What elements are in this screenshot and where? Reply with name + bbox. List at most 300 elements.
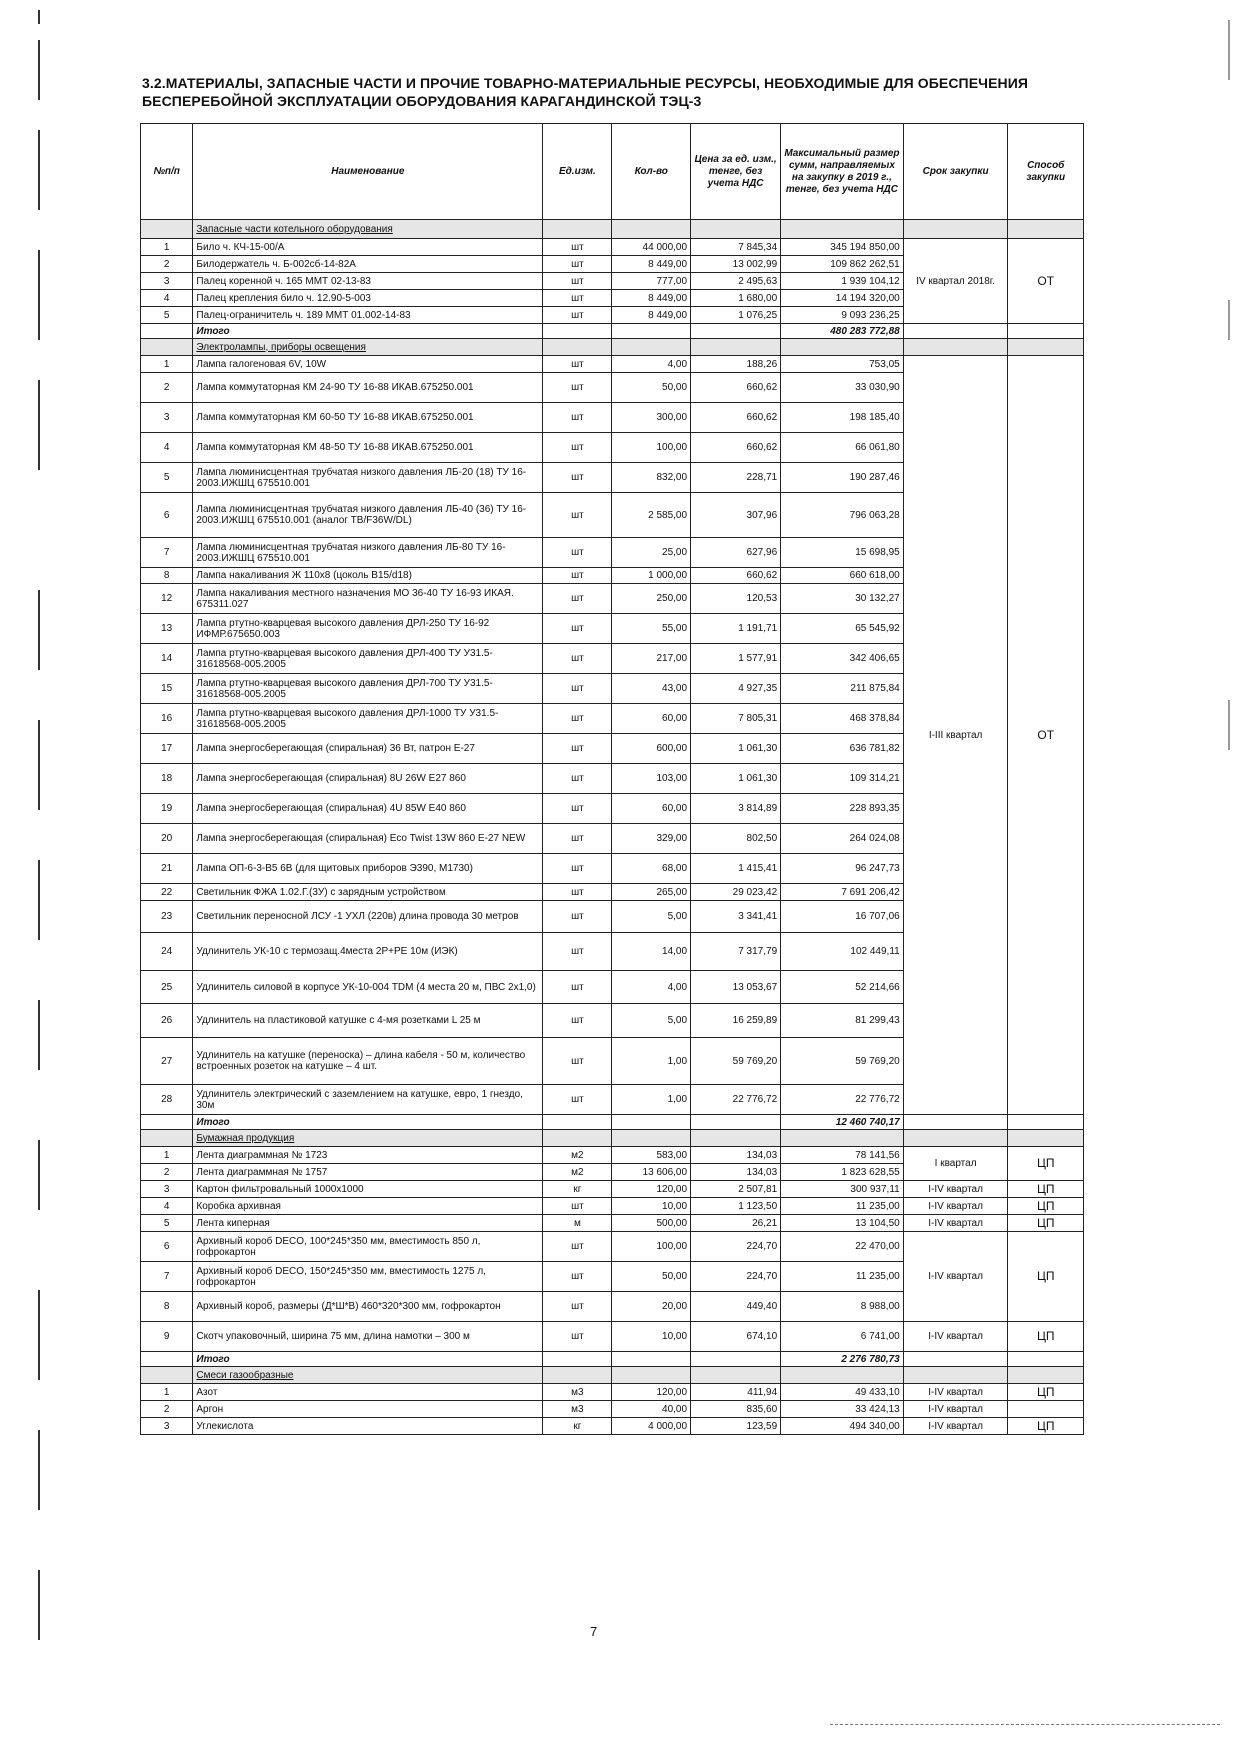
- cell-num: 15: [141, 674, 193, 704]
- cell-unit: шт: [543, 971, 612, 1004]
- cell-period: I-IV квартал: [903, 1215, 1008, 1232]
- cell-name: Аргон: [193, 1401, 543, 1418]
- cell-unit: шт: [543, 568, 612, 584]
- cell-name: Удлинитель на пластиковой катушке с 4-мя розетками L 25 м: [193, 1004, 543, 1038]
- cell-unit: шт: [543, 1292, 612, 1322]
- cell-name: Удлинитель электрический с заземлением на катушке, евро, 1 гнездо, 30м: [193, 1085, 543, 1115]
- cell-name: Лампа коммутаторная КМ 60-50 ТУ 16-88 ИКАВ.675250.001: [193, 403, 543, 433]
- scan-edge-mark: [1228, 700, 1230, 750]
- cell-qty: 4 000,00: [612, 1418, 691, 1435]
- cell-name: Коробка архивная: [193, 1198, 543, 1215]
- cell-unit: шт: [543, 933, 612, 971]
- cell-name: Лампа ртутно-кварцевая высокого давления ДРЛ-1000 ТУ У31.5-31618568-005.2005: [193, 704, 543, 734]
- cell-unit: шт: [543, 1322, 612, 1352]
- binder-mark: [38, 1140, 40, 1210]
- cell-num: 3: [141, 403, 193, 433]
- total-value: 12 460 740,17: [781, 1115, 904, 1130]
- cell-method: ЦП: [1008, 1384, 1084, 1401]
- total-value: 2 276 780,73: [781, 1352, 904, 1367]
- cell-unit: шт: [543, 1038, 612, 1085]
- cell-price: 627,96: [691, 538, 781, 568]
- cell-price: 13 002,99: [691, 256, 781, 273]
- section-header-row: [141, 339, 1084, 356]
- cell-name: Палец крепления било ч. 12.90-5-003: [193, 290, 543, 307]
- cell-price: 123,59: [691, 1418, 781, 1435]
- section-title: Смеси газообразные: [193, 1367, 543, 1384]
- cell-max: 753,05: [781, 356, 904, 373]
- cell-name: Лампа ртутно-кварцевая высокого давления ДРЛ-400 ТУ У31.5-31618568-005.2005: [193, 644, 543, 674]
- cell-qty: 583,00: [612, 1147, 691, 1164]
- cell-max: 211 875,84: [781, 674, 904, 704]
- cell-qty: 4,00: [612, 971, 691, 1004]
- cell-num: 2: [141, 373, 193, 403]
- cell-qty: 100,00: [612, 433, 691, 463]
- total-row: [141, 1115, 1084, 1130]
- section-title: Электролампы, приборы освещения: [193, 339, 543, 356]
- cell-name: Лампа энергосберегающая (спиральная) Eco Twist 13W 860 E-27 NEW: [193, 824, 543, 854]
- cell-max: 33 030,90: [781, 373, 904, 403]
- cell-price: 1 415,41: [691, 854, 781, 884]
- cell-max: 30 132,27: [781, 584, 904, 614]
- binder-mark: [38, 720, 40, 810]
- cell-unit: шт: [543, 614, 612, 644]
- cell-price: 660,62: [691, 403, 781, 433]
- cell-max: 102 449,11: [781, 933, 904, 971]
- cell-num: 4: [141, 1198, 193, 1215]
- cell-qty: 120,00: [612, 1181, 691, 1198]
- cell-num: 9: [141, 1322, 193, 1352]
- cell-max: 33 424,13: [781, 1401, 904, 1418]
- cell-num: 1: [141, 356, 193, 373]
- cell-name: Лампа ртутно-кварцевая высокого давления ДРЛ-700 ТУ У31.5-31618568-005.2005: [193, 674, 543, 704]
- table-row: [141, 1198, 1084, 1215]
- cell-method: ЦП: [1008, 1418, 1084, 1435]
- cell-price: 660,62: [691, 568, 781, 584]
- cell-num: 3: [141, 273, 193, 290]
- cell-price: 1 123,50: [691, 1198, 781, 1215]
- cell-unit: м2: [543, 1147, 612, 1164]
- cell-unit: шт: [543, 1232, 612, 1262]
- cell-price: 1 061,30: [691, 764, 781, 794]
- cell-name: Лампа коммутаторная КМ 24-90 ТУ 16-88 ИКАВ.675250.001: [193, 373, 543, 403]
- page-number: 7: [590, 1624, 598, 1639]
- cell-name: Лампа энергосберегающая (спиральная) 8U 26W E27 860: [193, 764, 543, 794]
- cell-unit: шт: [543, 584, 612, 614]
- cell-period: I квартал: [903, 1147, 1008, 1181]
- cell-unit: кг: [543, 1181, 612, 1198]
- cell-price: 13 053,67: [691, 971, 781, 1004]
- cell-qty: 50,00: [612, 1262, 691, 1292]
- cell-num: 2: [141, 1164, 193, 1181]
- table-row: [141, 1147, 1084, 1164]
- cell-price: 7 805,31: [691, 704, 781, 734]
- cell-max: 15 698,95: [781, 538, 904, 568]
- total-label: Итого: [193, 1352, 543, 1367]
- cell-num: 7: [141, 538, 193, 568]
- binder-mark: [38, 380, 40, 470]
- cell-name: Лампа накаливания местного назначения МО 36-40 ТУ 16-93 ИКАЯ. 675311.027: [193, 584, 543, 614]
- cell-qty: 1 000,00: [612, 568, 691, 584]
- cell-num: 21: [141, 854, 193, 884]
- binder-mark: [38, 590, 40, 670]
- cell-qty: 25,00: [612, 538, 691, 568]
- cell-price: 4 927,35: [691, 674, 781, 704]
- cell-name: Лампа люминисцентная трубчатая низкого давления ЛБ-40 (36) ТУ 16-2003.ИЖШЦ 675510.001 (аналог TB/F36W/DL): [193, 493, 543, 538]
- cell-name: Удлинитель УК-10 с термозащ.4места 2Р+РЕ 10м (ИЭК): [193, 933, 543, 971]
- cell-name: Картон фильтровальный 1000х1000: [193, 1181, 543, 1198]
- cell-price: 1 680,00: [691, 290, 781, 307]
- cell-period: I-IV квартал: [903, 1384, 1008, 1401]
- cell-num: 25: [141, 971, 193, 1004]
- cell-price: 2 507,81: [691, 1181, 781, 1198]
- footer-divider: [830, 1724, 1220, 1725]
- cell-num: 1: [141, 1384, 193, 1401]
- binder-mark: [38, 40, 40, 100]
- cell-price: 835,60: [691, 1401, 781, 1418]
- cell-method: ЦП: [1008, 1322, 1084, 1352]
- cell-price: 2 495,63: [691, 273, 781, 290]
- cell-name: Лампа коммутаторная КМ 48-50 ТУ 16-88 ИКАВ.675250.001: [193, 433, 543, 463]
- binder-mark: [38, 10, 40, 24]
- cell-price: 660,62: [691, 373, 781, 403]
- cell-unit: шт: [543, 239, 612, 256]
- cell-max: 109 862 262,51: [781, 256, 904, 273]
- cell-max: 264 024,08: [781, 824, 904, 854]
- cell-price: 307,96: [691, 493, 781, 538]
- cell-name: Лампа люминисцентная трубчатая низкого давления ЛБ-80 ТУ 16-2003.ИЖШЦ 675510.001: [193, 538, 543, 568]
- cell-num: 20: [141, 824, 193, 854]
- cell-unit: шт: [543, 433, 612, 463]
- cell-name: Светильник переносной ЛСУ -1 УХЛ (220в) длина провода 30 метров: [193, 901, 543, 933]
- cell-method: ЦП: [1008, 1181, 1084, 1198]
- cell-qty: 250,00: [612, 584, 691, 614]
- header-unit: Ед.изм.: [543, 124, 612, 220]
- cell-method: [1008, 1401, 1084, 1418]
- cell-price: 449,40: [691, 1292, 781, 1322]
- cell-max: 22 776,72: [781, 1085, 904, 1115]
- section-header-row: [141, 1130, 1084, 1147]
- header-method: Способ закупки: [1008, 124, 1084, 220]
- cell-qty: 1,00: [612, 1038, 691, 1085]
- cell-qty: 10,00: [612, 1198, 691, 1215]
- cell-max: 65 545,92: [781, 614, 904, 644]
- cell-unit: шт: [543, 273, 612, 290]
- cell-max: 14 194 320,00: [781, 290, 904, 307]
- cell-num: 6: [141, 1232, 193, 1262]
- cell-price: 59 769,20: [691, 1038, 781, 1085]
- cell-unit: шт: [543, 824, 612, 854]
- total-row: [141, 324, 1084, 339]
- cell-num: 6: [141, 493, 193, 538]
- cell-unit: шт: [543, 1262, 612, 1292]
- cell-qty: 8 449,00: [612, 256, 691, 273]
- cell-name: Лента диаграммная № 1757: [193, 1164, 543, 1181]
- cell-period: I-IV квартал: [903, 1198, 1008, 1215]
- cell-qty: 60,00: [612, 704, 691, 734]
- section-title: Запасные части котельного оборудования: [193, 220, 543, 239]
- cell-period: I-III квартал: [903, 356, 1008, 1115]
- cell-price: 7 317,79: [691, 933, 781, 971]
- cell-num: 18: [141, 764, 193, 794]
- cell-price: 29 023,42: [691, 884, 781, 901]
- cell-unit: шт: [543, 538, 612, 568]
- cell-max: 636 781,82: [781, 734, 904, 764]
- cell-method: ОТ: [1008, 239, 1084, 324]
- cell-max: 66 061,80: [781, 433, 904, 463]
- cell-qty: 5,00: [612, 1004, 691, 1038]
- cell-price: 1 191,71: [691, 614, 781, 644]
- section-header-row: [141, 220, 1084, 239]
- cell-max: 8 988,00: [781, 1292, 904, 1322]
- total-label: Итого: [193, 324, 543, 339]
- cell-price: 660,62: [691, 433, 781, 463]
- cell-qty: 1,00: [612, 1085, 691, 1115]
- cell-price: 188,26: [691, 356, 781, 373]
- header-name: Наименование: [193, 124, 543, 220]
- cell-name: Било ч. КЧ-15-00/А: [193, 239, 543, 256]
- cell-unit: шт: [543, 1085, 612, 1115]
- cell-method: ЦП: [1008, 1232, 1084, 1322]
- cell-qty: 5,00: [612, 901, 691, 933]
- cell-num: 26: [141, 1004, 193, 1038]
- cell-name: Скотч упаковочный, ширина 75 мм, длина намотки – 300 м: [193, 1322, 543, 1352]
- cell-period: I-IV квартал: [903, 1232, 1008, 1322]
- cell-price: 1 076,25: [691, 307, 781, 324]
- cell-name: Лампа энергосберегающая (спиральная) 36 Вт, патрон Е-27: [193, 734, 543, 764]
- cell-name: Лента диаграммная № 1723: [193, 1147, 543, 1164]
- cell-num: 12: [141, 584, 193, 614]
- cell-max: 300 937,11: [781, 1181, 904, 1198]
- cell-unit: м: [543, 1215, 612, 1232]
- cell-num: 8: [141, 568, 193, 584]
- cell-unit: шт: [543, 854, 612, 884]
- cell-price: 1 577,91: [691, 644, 781, 674]
- cell-price: 134,03: [691, 1147, 781, 1164]
- cell-name: Палец-ограничитель ч. 189 ММТ 01.002-14-83: [193, 307, 543, 324]
- cell-qty: 40,00: [612, 1401, 691, 1418]
- cell-unit: шт: [543, 307, 612, 324]
- cell-name: Светильник ФЖА 1.02.Г.(3У) с зарядным устройством: [193, 884, 543, 901]
- table-row: [141, 1215, 1084, 1232]
- cell-qty: 60,00: [612, 794, 691, 824]
- cell-qty: 2 585,00: [612, 493, 691, 538]
- cell-name: Углекислота: [193, 1418, 543, 1435]
- cell-period: I-IV квартал: [903, 1322, 1008, 1352]
- cell-qty: 329,00: [612, 824, 691, 854]
- cell-price: 3 341,41: [691, 901, 781, 933]
- header-num: №п/п: [141, 124, 193, 220]
- cell-num: 16: [141, 704, 193, 734]
- cell-name: Лампа ОП-6-3-В5 6В (для щитовых приборов Э390, М1730): [193, 854, 543, 884]
- cell-price: 16 259,89: [691, 1004, 781, 1038]
- cell-max: 16 707,06: [781, 901, 904, 933]
- cell-num: 2: [141, 256, 193, 273]
- cell-price: 26,21: [691, 1215, 781, 1232]
- binder-mark: [38, 860, 40, 940]
- cell-num: 17: [141, 734, 193, 764]
- table-row: [141, 1384, 1084, 1401]
- cell-num: 4: [141, 433, 193, 463]
- table-header-row: [141, 124, 1084, 220]
- cell-max: 1 939 104,12: [781, 273, 904, 290]
- cell-price: 228,71: [691, 463, 781, 493]
- cell-max: 6 741,00: [781, 1322, 904, 1352]
- cell-name: Архивный короб, размеры (Д*Ш*В) 460*320*300 мм, гофрокартон: [193, 1292, 543, 1322]
- cell-qty: 777,00: [612, 273, 691, 290]
- cell-max: 468 378,84: [781, 704, 904, 734]
- cell-unit: шт: [543, 1198, 612, 1215]
- cell-max: 345 194 850,00: [781, 239, 904, 256]
- cell-max: 342 406,65: [781, 644, 904, 674]
- cell-price: 674,10: [691, 1322, 781, 1352]
- cell-num: 23: [141, 901, 193, 933]
- section-title: Бумажная продукция: [193, 1130, 543, 1147]
- cell-unit: шт: [543, 493, 612, 538]
- cell-name: Архивный короб DECO, 100*245*350 мм, вместимость 850 л, гофрокартон: [193, 1232, 543, 1262]
- cell-max: 109 314,21: [781, 764, 904, 794]
- cell-qty: 44 000,00: [612, 239, 691, 256]
- cell-name: Палец коренной ч. 165 ММТ 02-13-83: [193, 273, 543, 290]
- cell-max: 13 104,50: [781, 1215, 904, 1232]
- materials-table: [140, 123, 1084, 1435]
- cell-method: ЦП: [1008, 1198, 1084, 1215]
- cell-num: 28: [141, 1085, 193, 1115]
- cell-name: Удлинитель силовой в корпусе УК-10-004 TDM (4 места 20 м, ПВС 2х1,0): [193, 971, 543, 1004]
- cell-num: 19: [141, 794, 193, 824]
- cell-num: 5: [141, 1215, 193, 1232]
- cell-unit: шт: [543, 373, 612, 403]
- table-row: [141, 1322, 1084, 1352]
- cell-max: 96 247,73: [781, 854, 904, 884]
- header-period: Срок закупки: [903, 124, 1008, 220]
- cell-period: I-IV квартал: [903, 1401, 1008, 1418]
- table-row: [141, 1401, 1084, 1418]
- cell-qty: 68,00: [612, 854, 691, 884]
- cell-qty: 8 449,00: [612, 290, 691, 307]
- cell-unit: шт: [543, 1004, 612, 1038]
- cell-name: Архивный короб DECO, 150*245*350 мм, вместимость 1275 л, гофрокартон: [193, 1262, 543, 1292]
- cell-qty: 832,00: [612, 463, 691, 493]
- table-row: [141, 1232, 1084, 1262]
- cell-max: 81 299,43: [781, 1004, 904, 1038]
- cell-num: 3: [141, 1418, 193, 1435]
- cell-name: Лампа люминисцентная трубчатая низкого давления ЛБ-20 (18) ТУ 16-2003.ИЖШЦ 675510.001: [193, 463, 543, 493]
- cell-qty: 10,00: [612, 1322, 691, 1352]
- table-row: [141, 1181, 1084, 1198]
- binder-mark: [38, 1290, 40, 1380]
- cell-qty: 300,00: [612, 403, 691, 433]
- cell-qty: 14,00: [612, 933, 691, 971]
- cell-price: 411,94: [691, 1384, 781, 1401]
- cell-num: 5: [141, 307, 193, 324]
- cell-qty: 20,00: [612, 1292, 691, 1322]
- cell-num: 3: [141, 1181, 193, 1198]
- table-row: [141, 356, 1084, 373]
- cell-price: 134,03: [691, 1164, 781, 1181]
- cell-name: Лампа галогеновая 6V, 10W: [193, 356, 543, 373]
- cell-num: 8: [141, 1292, 193, 1322]
- cell-max: 1 823 628,55: [781, 1164, 904, 1181]
- section-header-row: [141, 1367, 1084, 1384]
- cell-qty: 103,00: [612, 764, 691, 794]
- cell-unit: шт: [543, 356, 612, 373]
- cell-price: 802,50: [691, 824, 781, 854]
- total-value: 480 283 772,88: [781, 324, 904, 339]
- header-qty: Кол-во: [612, 124, 691, 220]
- cell-method: ЦП: [1008, 1215, 1084, 1232]
- cell-num: 27: [141, 1038, 193, 1085]
- cell-name: Лампа накаливания Ж 110х8 (цоколь В15/d18): [193, 568, 543, 584]
- cell-price: 1 061,30: [691, 734, 781, 764]
- cell-unit: м3: [543, 1384, 612, 1401]
- cell-max: 11 235,00: [781, 1198, 904, 1215]
- cell-price: 224,70: [691, 1262, 781, 1292]
- cell-num: 24: [141, 933, 193, 971]
- cell-unit: шт: [543, 290, 612, 307]
- cell-qty: 4,00: [612, 356, 691, 373]
- cell-qty: 100,00: [612, 1232, 691, 1262]
- cell-name: Азот: [193, 1384, 543, 1401]
- cell-name: Лента киперная: [193, 1215, 543, 1232]
- table-row: [141, 1418, 1084, 1435]
- cell-name: Билодержатель ч. Б-002сб-14-82А: [193, 256, 543, 273]
- cell-name: Удлинитель на катушке (переноска) – длина кабеля - 50 м, количество встроенных розеток на катушке – 4 шт.: [193, 1038, 543, 1085]
- binder-mark: [38, 1000, 40, 1070]
- cell-num: 4: [141, 290, 193, 307]
- cell-num: 13: [141, 614, 193, 644]
- cell-qty: 8 449,00: [612, 307, 691, 324]
- cell-max: 59 769,20: [781, 1038, 904, 1085]
- cell-qty: 217,00: [612, 644, 691, 674]
- cell-period: I-IV квартал: [903, 1418, 1008, 1435]
- cell-unit: шт: [543, 764, 612, 794]
- cell-qty: 50,00: [612, 373, 691, 403]
- cell-max: 7 691 206,42: [781, 884, 904, 901]
- cell-method: ЦП: [1008, 1147, 1084, 1181]
- scan-edge-mark: [1228, 300, 1230, 340]
- cell-unit: кг: [543, 1418, 612, 1435]
- cell-num: 1: [141, 1147, 193, 1164]
- header-max-sum: Максимальный размер сумм, направляемых на закупку в 2019 г., тенге, без учета НДС: [781, 124, 904, 220]
- cell-num: 14: [141, 644, 193, 674]
- scan-edge-mark: [1228, 20, 1230, 80]
- cell-price: 224,70: [691, 1232, 781, 1262]
- cell-unit: шт: [543, 884, 612, 901]
- cell-max: 49 433,10: [781, 1384, 904, 1401]
- cell-price: 3 814,89: [691, 794, 781, 824]
- cell-unit: шт: [543, 901, 612, 933]
- cell-num: 22: [141, 884, 193, 901]
- cell-qty: 120,00: [612, 1384, 691, 1401]
- cell-unit: шт: [543, 674, 612, 704]
- cell-unit: шт: [543, 403, 612, 433]
- cell-price: 22 776,72: [691, 1085, 781, 1115]
- document-title: 3.2.МАТЕРИАЛЫ, ЗАПАСНЫЕ ЧАСТИ И ПРОЧИЕ ТОВАРНО-МАТЕРИАЛЬНЫЕ РЕСУРСЫ, НЕОБХОДИМЫЕ ДЛЯ ОБЕСПЕЧЕНИЯ БЕСПЕРЕБОЙНОЙ ЭКСПЛУАТАЦИИ ОБОРУДОВАНИЯ КАРАГАНДИНСКОЙ ТЭЦ-3: [142, 75, 1029, 109]
- binder-mark: [38, 130, 40, 210]
- cell-max: 22 470,00: [781, 1232, 904, 1262]
- cell-max: 796 063,28: [781, 493, 904, 538]
- cell-name: Лампа ртутно-кварцевая высокого давления ДРЛ-250 ТУ 16-92 ИФМР.675650.003: [193, 614, 543, 644]
- cell-max: 228 893,35: [781, 794, 904, 824]
- cell-max: 52 214,66: [781, 971, 904, 1004]
- cell-max: 660 618,00: [781, 568, 904, 584]
- cell-max: 11 235,00: [781, 1262, 904, 1292]
- binder-mark: [38, 1570, 40, 1640]
- header-price: Цена за ед. изм., тенге, без учета НДС: [691, 124, 781, 220]
- cell-num: 7: [141, 1262, 193, 1292]
- cell-unit: шт: [543, 463, 612, 493]
- cell-price: 7 845,34: [691, 239, 781, 256]
